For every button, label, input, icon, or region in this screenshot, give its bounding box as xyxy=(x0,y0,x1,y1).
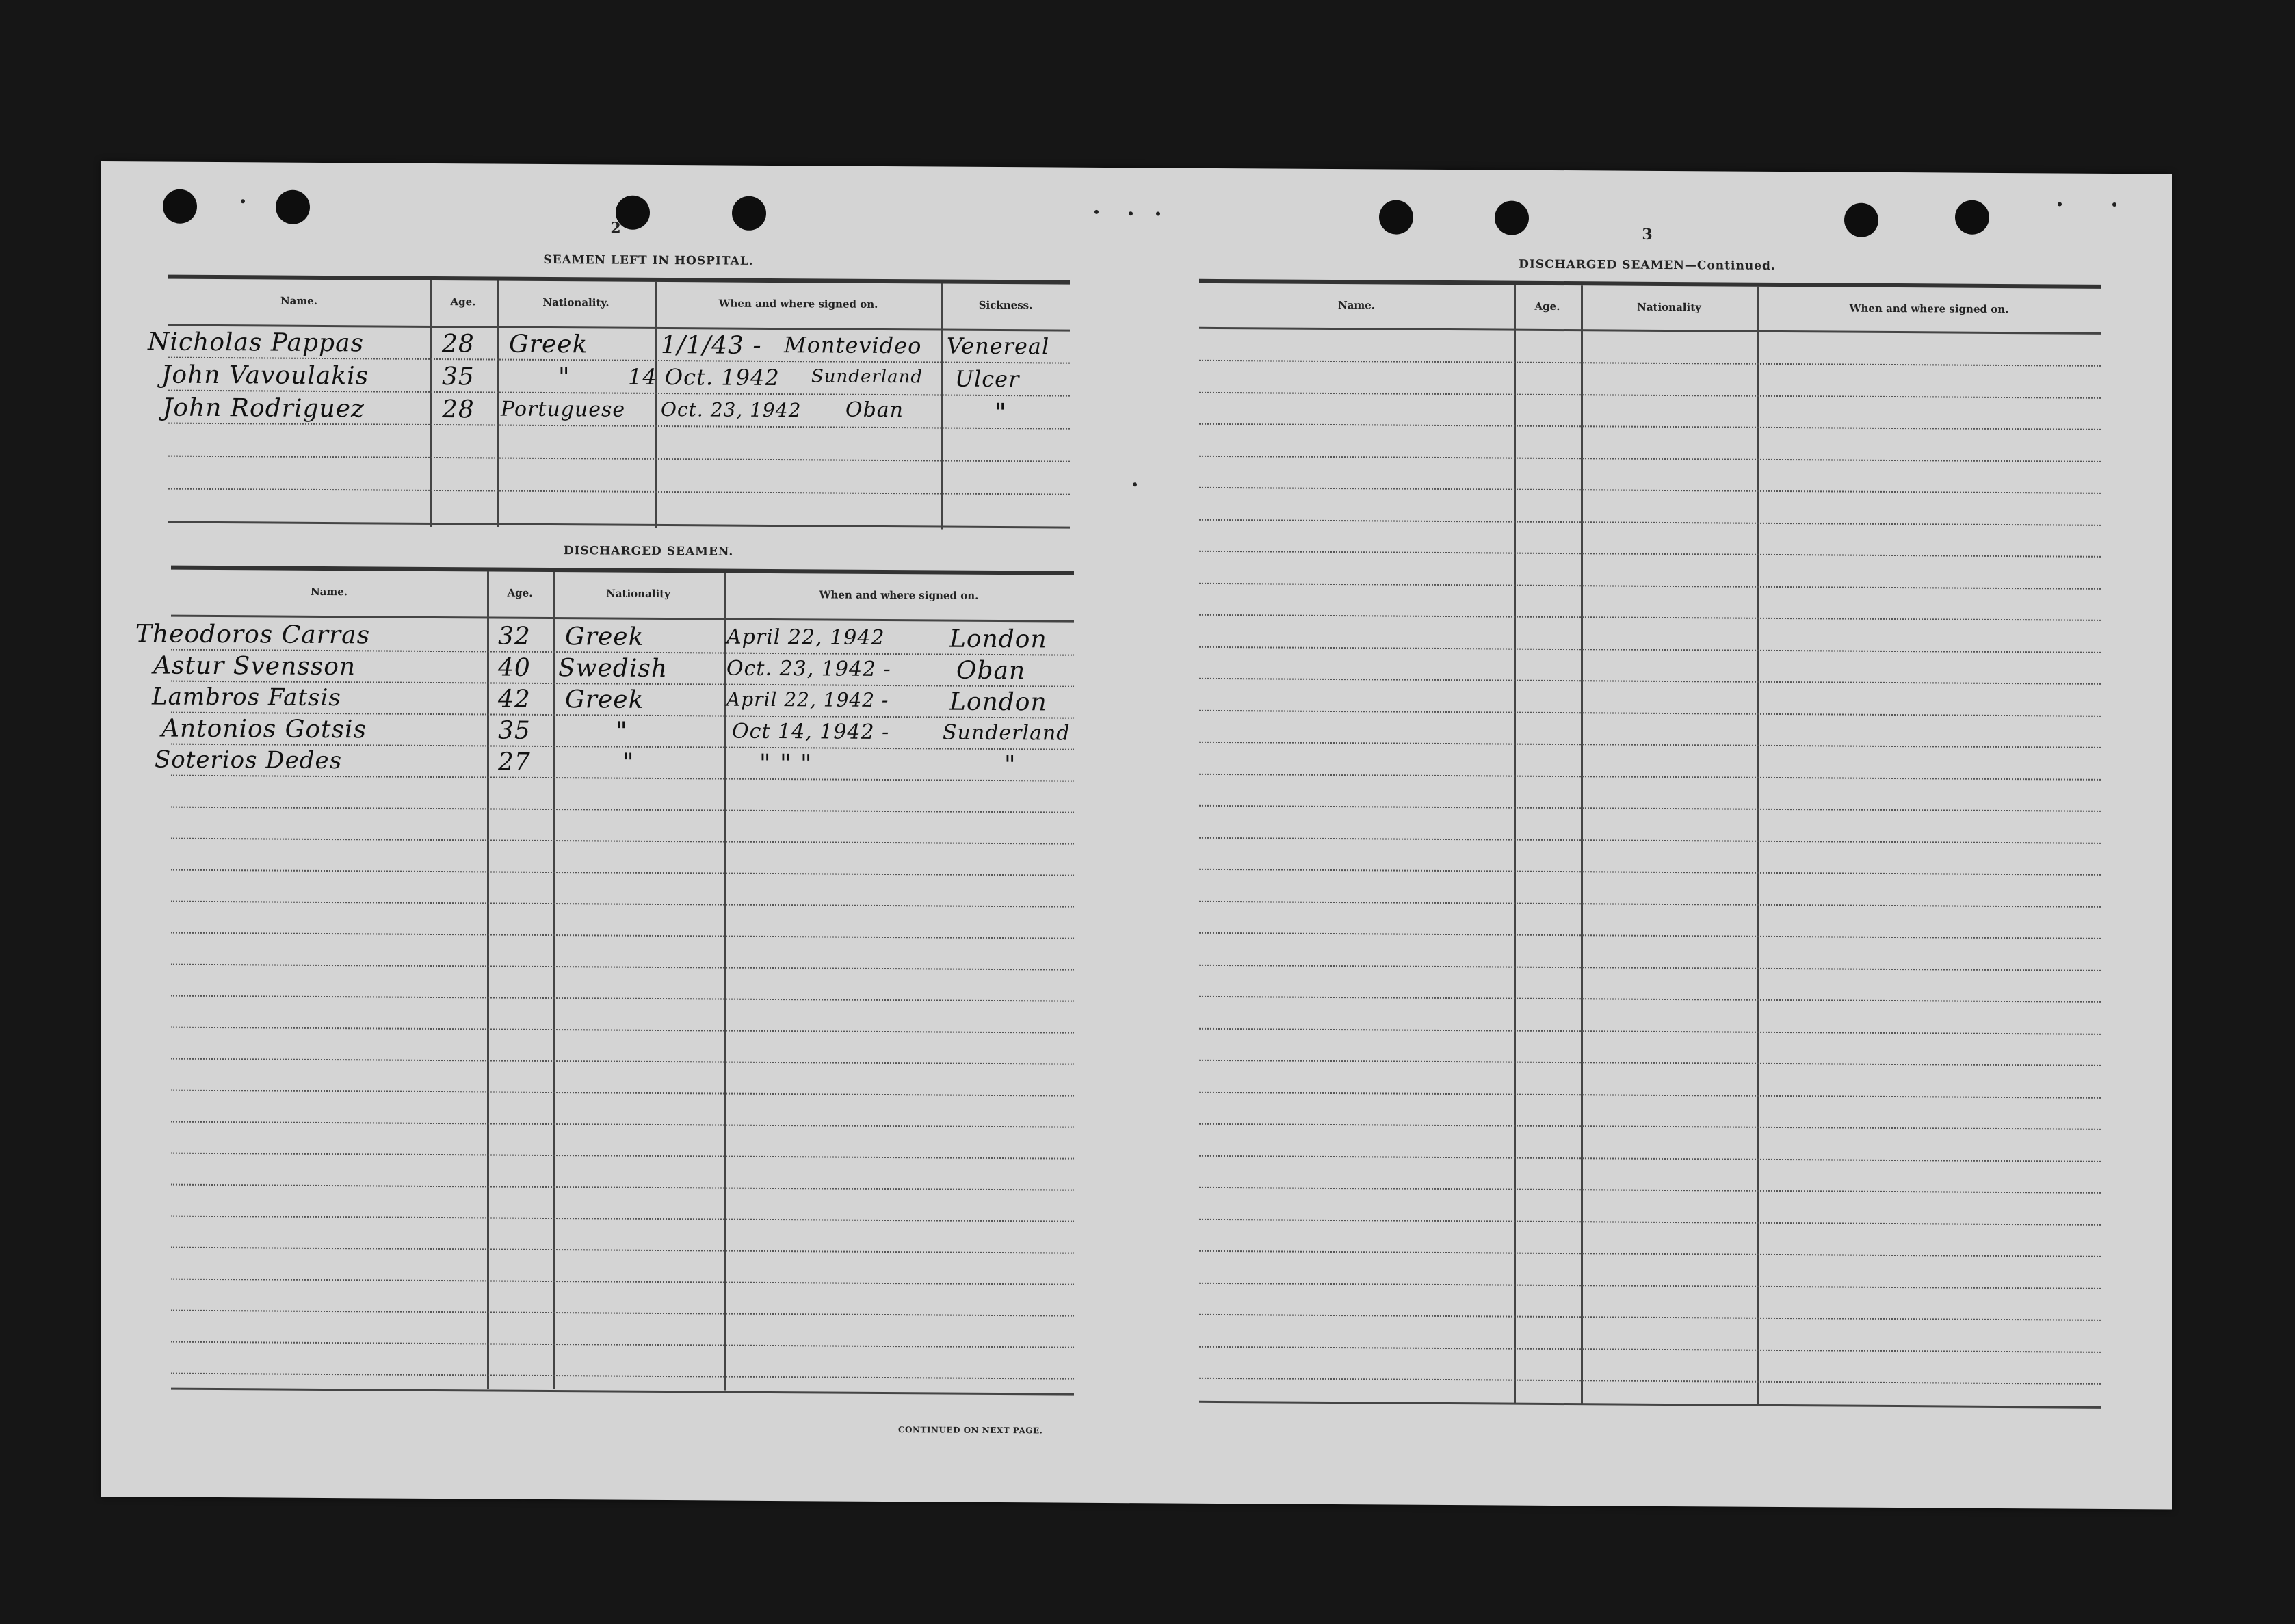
col-header-nationality: Nationality xyxy=(606,587,670,601)
ruled-line xyxy=(171,901,1074,908)
col-header-age: Age. xyxy=(1534,300,1560,313)
continued-footer: CONTINUED ON NEXT PAGE. xyxy=(898,1425,1043,1436)
punch-hole xyxy=(732,196,766,231)
discharged-table xyxy=(135,566,1074,1413)
hospital-row-2-place: Sunderland xyxy=(811,366,923,388)
discharged-row-4-nationality: " xyxy=(616,717,628,746)
ruled-line xyxy=(1199,519,2101,525)
col-header-nationality: Nationality xyxy=(1637,300,1701,314)
ruled-line xyxy=(171,932,1074,939)
hospital-row-2-name: John Vavoulakis xyxy=(161,361,369,391)
ruled-line xyxy=(1199,360,2101,367)
discharged-row-3-name: Lambros Fatsis xyxy=(152,683,341,712)
hospital-row-2-nationality: " xyxy=(558,363,571,392)
page-number-right: 3 xyxy=(1642,225,1653,244)
discharged-row-2-place: Oban xyxy=(956,656,1026,685)
ruled-line xyxy=(1199,1314,2101,1321)
ruled-line xyxy=(1199,805,2101,812)
discharged-row-4-place: Sunderland xyxy=(943,720,1071,746)
discharged-row-5-nationality: " xyxy=(622,748,635,777)
col-header-signed-on: When and where signed on. xyxy=(718,297,878,311)
speck xyxy=(1156,211,1160,215)
discharged-section-title: DISCHARGED SEAMEN. xyxy=(563,544,734,559)
punch-hole xyxy=(1955,200,1989,235)
discharged-row-2-date: Oct. 23, 1942 - xyxy=(726,656,891,682)
hospital-row-1-date: 1/1/43 - xyxy=(661,330,762,360)
ruled-line xyxy=(1199,1091,2101,1098)
col-header-name: Name. xyxy=(280,294,318,307)
ruled-line xyxy=(171,1247,1074,1254)
ruled-line xyxy=(1199,1218,2101,1225)
ruled-line xyxy=(1199,1155,2101,1162)
ruled-line xyxy=(1199,423,2101,430)
discharged-row-1-place: London xyxy=(949,625,1047,654)
ruled-line xyxy=(171,1090,1074,1097)
punch-hole xyxy=(163,189,197,224)
hospital-row-1-sickness: Venereal xyxy=(947,332,1050,360)
speck xyxy=(241,199,245,203)
ruled-line xyxy=(1199,900,2101,907)
ruled-line xyxy=(1199,582,2101,589)
speck xyxy=(1129,211,1133,215)
hospital-row-1-name: Nicholas Pappas xyxy=(148,328,365,358)
ruled-line xyxy=(1199,709,2101,716)
ruled-line xyxy=(1199,1378,2101,1385)
ruled-line xyxy=(1199,964,2101,971)
ruled-line xyxy=(1199,742,2101,748)
ruled-line xyxy=(1199,614,2101,621)
hospital-row-2-age: 35 xyxy=(442,363,475,391)
ruled-line xyxy=(1199,773,2101,780)
hospital-row-2-sickness: Ulcer xyxy=(955,365,1020,393)
ruled-line xyxy=(171,1153,1074,1160)
ruled-line xyxy=(1199,391,2101,398)
ruled-line xyxy=(1199,1187,2101,1194)
ruled-line xyxy=(1199,1123,2101,1130)
ruled-line xyxy=(171,1184,1074,1191)
col-header-nationality: Nationality. xyxy=(542,296,609,309)
hospital-row-3-age: 28 xyxy=(442,395,475,424)
hospital-row-1-age: 28 xyxy=(442,330,475,358)
discharged-row-3-place: London xyxy=(949,687,1047,717)
document-sheet xyxy=(101,161,2172,1509)
page-number-left: 2 xyxy=(610,219,621,237)
ruled-line xyxy=(1199,455,2101,462)
punch-hole xyxy=(1379,200,1413,234)
discharged-row-4-name: Antonios Gotsis xyxy=(161,714,367,744)
col-header-name: Name. xyxy=(310,585,348,599)
discharged-row-5-place: " xyxy=(1004,751,1017,780)
hospital-table xyxy=(148,275,1070,530)
col-header-name: Name. xyxy=(1337,299,1376,312)
ruled-line xyxy=(1199,551,2101,558)
ruled-line xyxy=(171,1341,1074,1348)
speck xyxy=(1133,482,1137,486)
discharged-row-1-age: 32 xyxy=(498,622,531,651)
col-header-age: Age. xyxy=(507,586,533,599)
hospital-row-2-date: 14 Oct. 1942 xyxy=(628,363,780,391)
discharged-row-1-nationality: Greek xyxy=(565,623,644,651)
ruled-line xyxy=(171,1279,1074,1285)
ruled-line xyxy=(171,1027,1074,1034)
hospital-row-1-nationality: Greek xyxy=(509,330,588,359)
discharged-row-3-nationality: Greek xyxy=(565,685,644,714)
discharged-row-5-age: 27 xyxy=(498,748,531,776)
ruled-line xyxy=(171,1121,1074,1128)
ruled-line xyxy=(1199,1282,2101,1289)
hospital-row-3-sickness: " xyxy=(995,398,1007,428)
punch-hole xyxy=(276,190,310,224)
ruled-line xyxy=(171,1058,1074,1065)
ruled-line xyxy=(1199,1060,2101,1066)
discharged-row-2-age: 40 xyxy=(498,653,531,682)
ruled-line xyxy=(1199,487,2101,494)
hospital-row-3-place: Oban xyxy=(845,397,904,423)
hospital-row-3-date: Oct. 23, 1942 xyxy=(661,397,802,422)
discharged-row-5-date: " " " xyxy=(759,749,813,778)
ruled-line xyxy=(1199,1027,2101,1034)
ruled-line xyxy=(171,1310,1074,1317)
hospital-section-title: SEAMEN LEFT IN HOSPITAL. xyxy=(543,252,754,268)
discharged-continued-title: DISCHARGED SEAMEN—Continued. xyxy=(1519,257,1776,273)
discharged-continued-table xyxy=(1199,279,2101,1420)
ruled-line xyxy=(171,1216,1074,1222)
speck xyxy=(1094,210,1099,214)
punch-hole xyxy=(1844,203,1878,237)
col-header-age: Age. xyxy=(450,296,476,309)
ruled-line xyxy=(1199,1250,2101,1257)
discharged-row-5-name: Soterios Dedes xyxy=(155,746,343,775)
discharged-row-3-age: 42 xyxy=(498,685,531,713)
ruled-line xyxy=(171,807,1074,813)
ruled-line xyxy=(1199,646,2101,653)
ruled-line xyxy=(171,838,1074,845)
ruled-line xyxy=(171,1373,1074,1380)
ruled-line xyxy=(1199,678,2101,685)
punch-hole xyxy=(1495,200,1529,235)
ruled-line xyxy=(1199,837,2101,843)
col-header-sickness: Sickness. xyxy=(978,298,1033,312)
ruled-line xyxy=(171,869,1074,876)
discharged-row-4-date: Oct 14, 1942 - xyxy=(732,719,890,745)
speck xyxy=(2058,202,2062,206)
col-header-signed-on: When and where signed on. xyxy=(1849,302,2009,316)
ruled-line xyxy=(1199,1346,2101,1352)
discharged-row-2-nationality: Swedish xyxy=(558,654,668,683)
ruled-line xyxy=(1199,869,2101,876)
hospital-row-3-name: John Rodriguez xyxy=(163,393,365,423)
discharged-row-1-name: Theodoros Carras xyxy=(135,620,371,650)
col-header-signed-on: When and where signed on. xyxy=(819,588,979,602)
ruled-line xyxy=(1199,996,2101,1003)
ruled-line xyxy=(171,964,1074,971)
ruled-line xyxy=(171,995,1074,1002)
discharged-row-1-date: April 22, 1942 xyxy=(726,625,885,650)
speck xyxy=(2112,202,2116,207)
hospital-row-3-nationality: Portuguese xyxy=(501,397,626,422)
ruled-line xyxy=(1199,932,2101,939)
hospital-row-1-place: Montevideo xyxy=(784,332,922,359)
discharged-row-2-name: Astur Svensson xyxy=(153,651,356,681)
discharged-row-4-age: 35 xyxy=(498,716,531,745)
discharged-row-3-date: April 22, 1942 - xyxy=(726,687,889,712)
